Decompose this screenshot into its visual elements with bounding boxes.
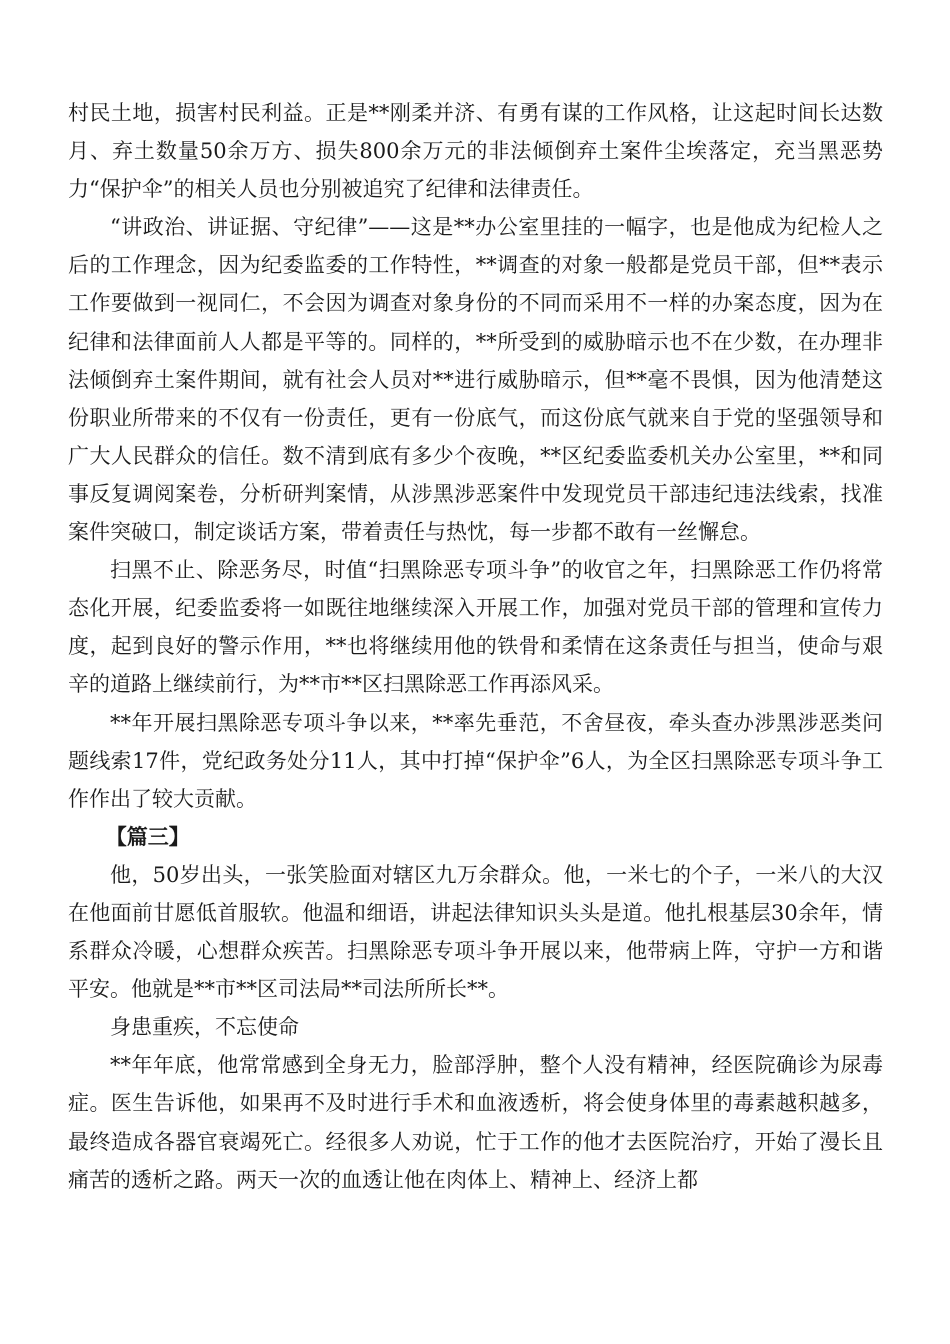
subheading-illness: 身患重疾，不忘使命 xyxy=(110,1015,299,1040)
document-body xyxy=(68,94,883,1199)
section-heading-part-three: 【篇三】 xyxy=(105,823,190,849)
paragraph-introduction: 他，50岁出头，一张笑脸面对辖区九万余群众。他，一米七的个子，一米八的大汉在他面前甘愿低首服软。他温和细语，讲起法律知识头头是道。他扎根基层30余年，情系群众冷暖，心想群众疾苦。扫黑除恶专项斗争开展以来，他带病上阵，守护一方和谐平安。他就是**市**区司法局**司法所所长**。 xyxy=(68,862,883,1002)
paragraph-work-philosophy: “讲政治、讲证据、守纪律”——这是**办公室里挂的一幅字，也是他成为纪检人之后的工作理念，因为纪委监委的工作特性，**调查的对象一般都是党员干部，但**表示工作要做到一视同仁，不会因为调查对象身份的不同而采用不一样的办案态度，因为在纪律和法律面前人人都是平等的。同样的，**所受到的威胁暗示也不在少数，在办理非法倾倒弃土案件期间，就有社会人员对**进行威胁暗示，但**毫不畏惧，因为他清楚这份职业所带来的不仅有一份责任，更有一份底气，而这份底气就来自于党的坚强领导和广大人民群众的信任。数不清到底有多少个夜晚，**区纪委监委机关办公室里，**和同事反复调阅案卷，分析研判案情，从涉黑涉恶案件中发现党员干部违纪违法线索，找准案件突破口，制定谈话方案，带着责任与热忱，每一步都不敢有一丝懈怠。 xyxy=(68,215,883,545)
paragraph-continuation: 村民土地，损害村民利益。正是**刚柔并济、有勇有谋的工作风格，让这起时间长达数月、弃土数量50余万方、损失800余万元的非法倾倒弃土案件尘埃落定，充当黑恶势力“保护伞”的相关人员也分别被追究了纪律和法律责任。 xyxy=(68,101,883,202)
paragraph-achievements: **年开展扫黑除恶专项斗争以来，**率先垂范，不舍昼夜，牵头查办涉黑涉恶类问题线索17件，党纪政务处分11人，其中打掉“保护伞”6人，为全区扫黑除恶专项斗争工作作出了较大贡献。 xyxy=(68,710,883,811)
paragraph-continued-effort: 扫黑不止、除恶务尽，时值“扫黑除恶专项斗争”的收官之年，扫黑除恶工作仍将常态化开展，纪委监委将一如既往地继续深入开展工作，加强对党员干部的管理和宣传力度，起到良好的警示作用，**也将继续用他的铁骨和柔情在这条责任与担当，使命与艰辛的道路上继续前行，为**市**区扫黑除恶工作再添风采。 xyxy=(68,558,883,697)
paragraph-illness: **年年底，他常常感到全身无力，脸部浮肿，整个人没有精神，经医院确诊为尿毒症。医生告诉他，如果再不及时进行手术和血液透析，将会使身体里的毒素越积越多，最终造成各器官衰竭死亡。经很多人劝说，忙于工作的他才去医院治疗，开始了漫长且痛苦的透析之路。两天一次的血透让他在肉体上、精神上、经济上都 xyxy=(68,1053,883,1192)
